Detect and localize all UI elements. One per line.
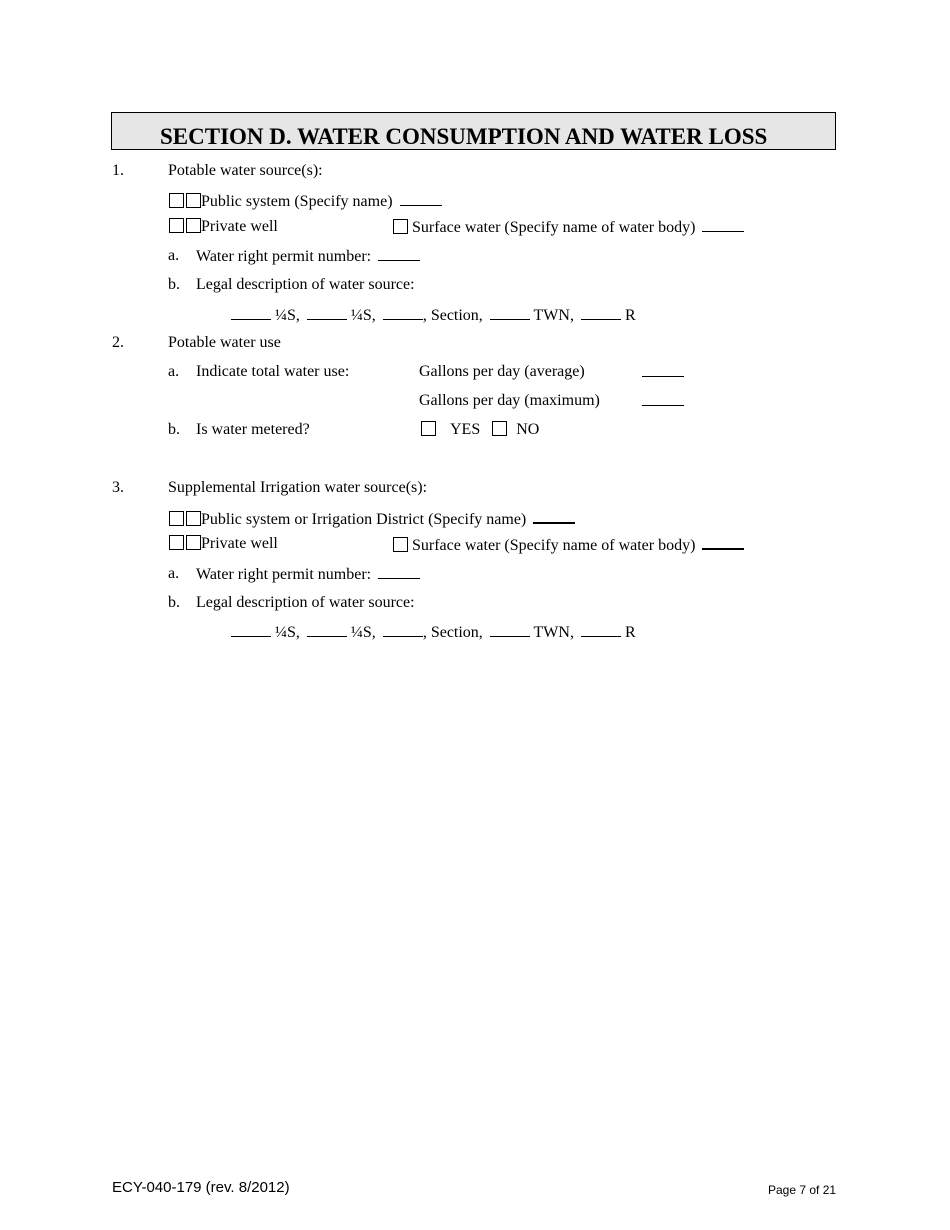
q1-public-system-row bbox=[169, 192, 442, 211]
q1-legal-section: , Section, bbox=[422, 307, 483, 324]
q3-legal-field-5[interactable] bbox=[581, 623, 621, 637]
q2-no-checkbox[interactable] bbox=[492, 421, 507, 436]
q3-legal-q2: ¼S, bbox=[350, 624, 376, 641]
q3-number: 3. bbox=[112, 479, 124, 496]
q1-legal-q1: ¼S, bbox=[275, 307, 300, 324]
q3-private-well-row bbox=[169, 535, 278, 553]
section-title: SECTION D. WATER CONSUMPTION AND WATER LOSS bbox=[160, 124, 768, 149]
q1-number: 1. bbox=[112, 162, 124, 179]
q2-yes-label: YES bbox=[450, 421, 481, 438]
q1-legal-row bbox=[228, 306, 636, 325]
q1-private-well-checkbox-a[interactable] bbox=[169, 218, 184, 233]
q3-private-well-checkbox-a[interactable] bbox=[169, 535, 184, 550]
q2-label: Potable water use bbox=[168, 334, 281, 351]
footer-form-id: ECY-040-179 (rev. 8/2012) bbox=[112, 1179, 290, 1196]
q3-legal-field-3[interactable] bbox=[383, 623, 423, 637]
q3-b-letter: b. bbox=[168, 594, 180, 611]
q2-gpd-avg-field[interactable] bbox=[642, 363, 684, 377]
q3-public-system-row bbox=[169, 509, 575, 529]
q3-surface-water-label: Surface water (Specify name of water body) bbox=[412, 537, 696, 554]
q2-gpd-max-field-wrap bbox=[642, 392, 684, 411]
q3-legal-section: , Section, bbox=[422, 624, 483, 641]
q3-a-label: Water right permit number: bbox=[196, 566, 372, 583]
q2-number: 2. bbox=[112, 334, 124, 351]
q1-private-well-label: Private well bbox=[201, 218, 278, 235]
q1-label: Potable water source(s): bbox=[168, 162, 323, 179]
q2-b-letter: b. bbox=[168, 421, 180, 438]
q1-a-label: Water right permit number: bbox=[196, 248, 372, 265]
q2-yes-checkbox[interactable] bbox=[421, 421, 436, 436]
q1-legal-q2: ¼S, bbox=[350, 307, 376, 324]
q1-legal-twn: TWN, bbox=[533, 307, 574, 324]
q3-public-system-label: Public system or Irrigation District (Specify name) bbox=[201, 511, 527, 528]
q3-legal-r: R bbox=[624, 624, 636, 641]
q1-b-label: Legal description of water source: bbox=[196, 276, 415, 293]
q3-surface-water-checkbox[interactable] bbox=[393, 537, 408, 552]
q1-legal-field-1[interactable] bbox=[231, 306, 271, 320]
q1-b-letter: b. bbox=[168, 276, 180, 293]
q1-a-letter: a. bbox=[168, 247, 180, 264]
q2-no-label: NO bbox=[516, 421, 540, 438]
q3-public-system-name-field[interactable] bbox=[533, 509, 575, 524]
q1-permit-number-field[interactable] bbox=[378, 247, 420, 261]
q3-surface-water-name-field[interactable] bbox=[702, 535, 744, 550]
q1-private-well-checkbox-b[interactable] bbox=[186, 218, 201, 233]
q3-private-well-label: Private well bbox=[201, 535, 278, 552]
q3-private-well-checkbox-b[interactable] bbox=[186, 535, 201, 550]
q3-legal-field-1[interactable] bbox=[231, 623, 271, 637]
q1-private-well-row bbox=[169, 218, 278, 236]
q1-surface-water-checkbox[interactable] bbox=[393, 219, 408, 234]
q3-surface-water-row bbox=[393, 535, 744, 555]
q1-public-system-label: Public system (Specify name) bbox=[201, 193, 393, 210]
q2-a-letter: a. bbox=[168, 363, 180, 380]
q3-label: Supplemental Irrigation water source(s): bbox=[168, 479, 428, 496]
q1-surface-water-name-field[interactable] bbox=[702, 218, 744, 232]
q3-public-system-checkbox-b[interactable] bbox=[186, 511, 201, 526]
q2-metered-options bbox=[421, 421, 539, 439]
q2-gpd-max-label: Gallons per day (maximum) bbox=[419, 392, 600, 409]
q2-gpd-max-field[interactable] bbox=[642, 392, 684, 406]
q1-legal-field-2[interactable] bbox=[307, 306, 347, 320]
q1-legal-field-5[interactable] bbox=[581, 306, 621, 320]
q3-b-label: Legal description of water source: bbox=[196, 594, 415, 611]
q1-surface-water-row bbox=[393, 218, 744, 237]
q2-gpd-avg-field-wrap bbox=[642, 363, 684, 382]
q3-legal-q1: ¼S, bbox=[275, 624, 300, 641]
q1-public-system-checkbox-a[interactable] bbox=[169, 193, 184, 208]
q1-public-system-name-field[interactable] bbox=[400, 192, 442, 206]
q2-b-label: Is water metered? bbox=[196, 421, 310, 438]
q3-a-letter: a. bbox=[168, 565, 180, 582]
q3-legal-twn: TWN, bbox=[533, 624, 574, 641]
footer-page-number: Page 7 of 21 bbox=[768, 1183, 837, 1197]
q1-surface-water-label: Surface water (Specify name of water body) bbox=[412, 219, 696, 236]
section-header bbox=[111, 112, 836, 150]
q3-legal-field-4[interactable] bbox=[490, 623, 530, 637]
q3-legal-field-2[interactable] bbox=[307, 623, 347, 637]
q3-legal-row bbox=[228, 623, 636, 642]
q1-a-row bbox=[196, 247, 420, 266]
q3-permit-number-field[interactable] bbox=[378, 565, 420, 579]
q3-public-system-checkbox-a[interactable] bbox=[169, 511, 184, 526]
q1-public-system-checkbox-b[interactable] bbox=[186, 193, 201, 208]
q1-legal-r: R bbox=[624, 307, 636, 324]
q1-legal-field-3[interactable] bbox=[383, 306, 423, 320]
q1-legal-field-4[interactable] bbox=[490, 306, 530, 320]
q3-a-row bbox=[196, 565, 420, 584]
q2-a-label: Indicate total water use: bbox=[196, 363, 350, 380]
q2-gpd-avg-label: Gallons per day (average) bbox=[419, 363, 585, 380]
